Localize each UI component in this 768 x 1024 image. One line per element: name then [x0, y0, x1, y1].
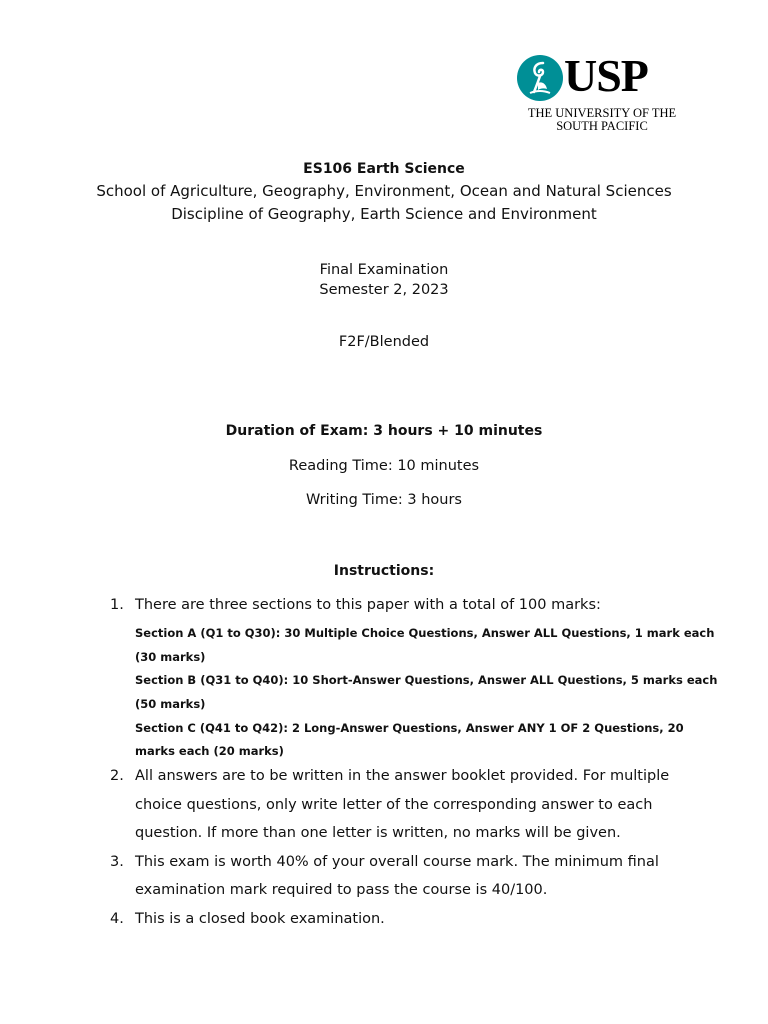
- school-name: School of Agriculture, Geography, Environment, Ocean and Natural Sciences: [96, 182, 672, 200]
- logo-region-line: SOUTH PACIFIC: [556, 119, 648, 133]
- discipline-name: Discipline of Geography, Earth Science and Environment: [171, 205, 597, 223]
- section-b-marks: (50 marks): [135, 697, 206, 711]
- delivery-mode: F2F/Blended: [338, 334, 430, 350]
- exam-type: Final Examination: [319, 262, 449, 278]
- section-a-line: Section A (Q1 to Q30): 30 Multiple Choice Questions, Answer ALL Questions, 1 mark each: [135, 626, 715, 640]
- course-title: ES106 Earth Science: [303, 161, 465, 177]
- usp-logo: [514, 52, 684, 136]
- section-a-marks: (30 marks): [135, 650, 206, 664]
- logo-letters: USP: [564, 50, 648, 101]
- list-item-text: This is a closed book examination.: [135, 911, 385, 927]
- list-item-text: There are three sections to this paper with a total of 100 marks:: [135, 597, 601, 613]
- semester: Semester 2, 2023: [319, 282, 449, 298]
- section-b-line: Section B (Q31 to Q40): 10 Short-Answer Questions, Answer ALL Questions, 5 marks each: [135, 673, 718, 687]
- list-item-text: This exam is worth 40% of your overall course mark. The minimum final: [135, 854, 659, 870]
- list-item-number: 3.: [110, 854, 124, 870]
- usp-emblem-icon: [516, 54, 564, 102]
- logo-university-line: THE UNIVERSITY OF THE: [527, 106, 677, 120]
- list-item-text: All answers are to be written in the answer booklet provided. For multiple: [135, 768, 670, 784]
- instructions-heading: Instructions:: [333, 563, 435, 579]
- writing-time: Writing Time: 3 hours: [306, 492, 462, 508]
- list-item-text: examination mark required to pass the course is 40/100.: [135, 882, 548, 898]
- list-item-text: question. If more than one letter is written, no marks will be given.: [135, 825, 621, 841]
- section-c-marks: marks each (20 marks): [135, 744, 284, 758]
- list-item-number: 2.: [110, 768, 124, 784]
- exam-duration: Duration of Exam: 3 hours + 10 minutes: [225, 423, 543, 439]
- section-c-line: Section C (Q41 to Q42): 2 Long-Answer Questions, Answer ANY 1 OF 2 Questions, 20: [135, 721, 684, 735]
- list-item-number: 1.: [110, 597, 124, 613]
- list-item-text: choice questions, only write letter of the corresponding answer to each: [135, 797, 653, 813]
- list-item-number: 4.: [110, 911, 124, 927]
- reading-time: Reading Time: 10 minutes: [288, 458, 480, 474]
